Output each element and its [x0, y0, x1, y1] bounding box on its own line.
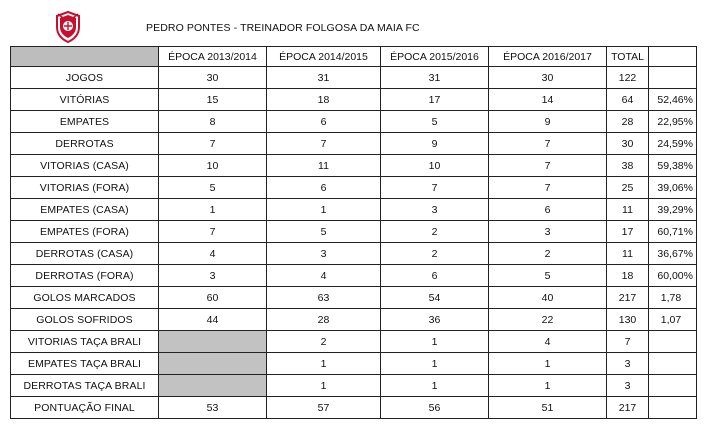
row-label: DERROTAS (FORA): [11, 265, 159, 287]
season-value-cell: 30: [489, 67, 607, 89]
header-corner-cell: [11, 47, 159, 67]
total-cell: 7: [607, 331, 649, 353]
season-value-cell: 18: [267, 89, 381, 111]
ratio-cell: 24,59%: [649, 133, 697, 155]
season-value-cell: 53: [159, 397, 267, 419]
season-value-cell: 15: [159, 89, 267, 111]
row-label: VITORIAS (CASA): [11, 155, 159, 177]
season-value-cell: 3: [489, 221, 607, 243]
total-cell: 3: [607, 353, 649, 375]
table-row: [11, 155, 697, 177]
column-header: ÉPOCA 2014/2015: [267, 47, 381, 67]
row-label: VITORIAS (FORA): [11, 177, 159, 199]
total-cell: 64: [607, 89, 649, 111]
season-value-cell: 7: [159, 133, 267, 155]
ratio-cell: 52,46%: [649, 89, 697, 111]
total-cell: 11: [607, 199, 649, 221]
season-value-cell: 4: [489, 331, 607, 353]
season-value-cell: 31: [381, 67, 489, 89]
total-cell: 25: [607, 177, 649, 199]
ratio-cell: 1,78: [649, 287, 697, 309]
season-value-cell: 10: [381, 155, 489, 177]
total-cell: 11: [607, 243, 649, 265]
table-row: [11, 221, 697, 243]
season-value-cell: 2: [381, 221, 489, 243]
ratio-cell: [649, 353, 697, 375]
row-label: EMPATES TAÇA BRALI: [11, 353, 159, 375]
table-row: [11, 265, 697, 287]
season-value-cell: 7: [159, 221, 267, 243]
season-value-cell: 56: [381, 397, 489, 419]
row-label: GOLOS MARCADOS: [11, 287, 159, 309]
season-value-cell: 63: [267, 287, 381, 309]
season-value-cell: 1: [489, 353, 607, 375]
season-value-cell: 8: [159, 111, 267, 133]
empty-gray-cell: [159, 375, 267, 397]
table-row: [11, 199, 697, 221]
season-value-cell: 4: [159, 243, 267, 265]
season-value-cell: 7: [489, 155, 607, 177]
row-label: EMPATES: [11, 111, 159, 133]
table-row: [11, 177, 697, 199]
row-label: JOGOS: [11, 67, 159, 89]
season-value-cell: 54: [381, 287, 489, 309]
column-header: ÉPOCA 2013/2014: [159, 47, 267, 67]
season-value-cell: 2: [489, 243, 607, 265]
season-value-cell: 1: [381, 331, 489, 353]
total-cell: 17: [607, 221, 649, 243]
season-value-cell: 40: [489, 287, 607, 309]
season-value-cell: 9: [489, 111, 607, 133]
season-value-cell: 57: [267, 397, 381, 419]
table-row: [11, 133, 697, 155]
ratio-cell: 59,38%: [649, 155, 697, 177]
table-row: [11, 375, 697, 397]
table-row: [11, 287, 697, 309]
season-value-cell: 7: [381, 177, 489, 199]
season-value-cell: 11: [267, 155, 381, 177]
table-row: [11, 353, 697, 375]
total-cell: 122: [607, 67, 649, 89]
season-value-cell: 1: [267, 375, 381, 397]
season-value-cell: 36: [381, 309, 489, 331]
table-header-row: [11, 47, 697, 67]
season-value-cell: 5: [267, 221, 381, 243]
season-value-cell: 30: [159, 67, 267, 89]
ratio-cell: 1,07: [649, 309, 697, 331]
row-label: VITÓRIAS: [11, 89, 159, 111]
season-value-cell: 3: [381, 199, 489, 221]
season-value-cell: 3: [267, 243, 381, 265]
row-label: EMPATES (CASA): [11, 199, 159, 221]
season-value-cell: 51: [489, 397, 607, 419]
season-value-cell: 60: [159, 287, 267, 309]
total-cell: 28: [607, 111, 649, 133]
season-value-cell: 7: [489, 133, 607, 155]
stats-table: [10, 46, 697, 419]
season-value-cell: 17: [381, 89, 489, 111]
ratio-cell: 60,71%: [649, 221, 697, 243]
ratio-cell: [649, 67, 697, 89]
table-row: [11, 111, 697, 133]
row-label: DERROTAS TAÇA BRALI: [11, 375, 159, 397]
total-cell: 217: [607, 287, 649, 309]
season-value-cell: 1: [267, 199, 381, 221]
season-value-cell: 1: [381, 375, 489, 397]
season-value-cell: 7: [267, 133, 381, 155]
season-value-cell: 6: [489, 199, 607, 221]
table-row: [11, 89, 697, 111]
season-value-cell: 1: [381, 353, 489, 375]
total-cell: 3: [607, 375, 649, 397]
ratio-cell: [649, 397, 697, 419]
ratio-cell: 39,29%: [649, 199, 697, 221]
row-label: DERROTAS: [11, 133, 159, 155]
season-value-cell: 6: [267, 177, 381, 199]
ratio-cell: 22,95%: [649, 111, 697, 133]
table-row: [11, 67, 697, 89]
ratio-cell: 39,06%: [649, 177, 697, 199]
season-value-cell: 1: [489, 375, 607, 397]
ratio-cell: 60,00%: [649, 265, 697, 287]
club-crest-icon: [54, 10, 82, 44]
season-value-cell: 5: [381, 111, 489, 133]
total-cell: 130: [607, 309, 649, 331]
table-row: [11, 331, 697, 353]
column-header: ÉPOCA 2016/2017: [489, 47, 607, 67]
season-value-cell: 31: [267, 67, 381, 89]
total-cell: 217: [607, 397, 649, 419]
season-value-cell: 10: [159, 155, 267, 177]
row-label: VITORIAS TAÇA BRALI: [11, 331, 159, 353]
season-value-cell: 1: [267, 353, 381, 375]
column-header: ÉPOCA 2015/2016: [381, 47, 489, 67]
season-value-cell: 5: [159, 177, 267, 199]
season-value-cell: 5: [489, 265, 607, 287]
row-label: GOLOS SOFRIDOS: [11, 309, 159, 331]
season-value-cell: 28: [267, 309, 381, 331]
ratio-cell: [649, 331, 697, 353]
season-value-cell: 1: [159, 199, 267, 221]
row-label: PONTUAÇÃO FINAL: [11, 397, 159, 419]
row-label: DERROTAS (CASA): [11, 243, 159, 265]
ratio-cell: [649, 375, 697, 397]
total-cell: 30: [607, 133, 649, 155]
season-value-cell: 22: [489, 309, 607, 331]
empty-gray-cell: [159, 353, 267, 375]
header: [0, 0, 720, 46]
season-value-cell: 7: [489, 177, 607, 199]
season-value-cell: 4: [267, 265, 381, 287]
season-value-cell: 2: [381, 243, 489, 265]
page-title: PEDRO PONTES - TREINADOR FOLGOSA DA MAIA FC: [146, 22, 420, 34]
column-header-total: TOTAL: [607, 47, 649, 67]
total-cell: 18: [607, 265, 649, 287]
season-value-cell: 44: [159, 309, 267, 331]
table-row: [11, 243, 697, 265]
table-row: [11, 397, 697, 419]
season-value-cell: 6: [267, 111, 381, 133]
empty-gray-cell: [159, 331, 267, 353]
total-cell: 38: [607, 155, 649, 177]
season-value-cell: 6: [381, 265, 489, 287]
season-value-cell: 14: [489, 89, 607, 111]
ratio-cell: 36,67%: [649, 243, 697, 265]
season-value-cell: 9: [381, 133, 489, 155]
season-value-cell: 2: [267, 331, 381, 353]
row-label: EMPATES (FORA): [11, 221, 159, 243]
season-value-cell: 3: [159, 265, 267, 287]
table-row: [11, 309, 697, 331]
column-header-extra: [649, 47, 697, 67]
